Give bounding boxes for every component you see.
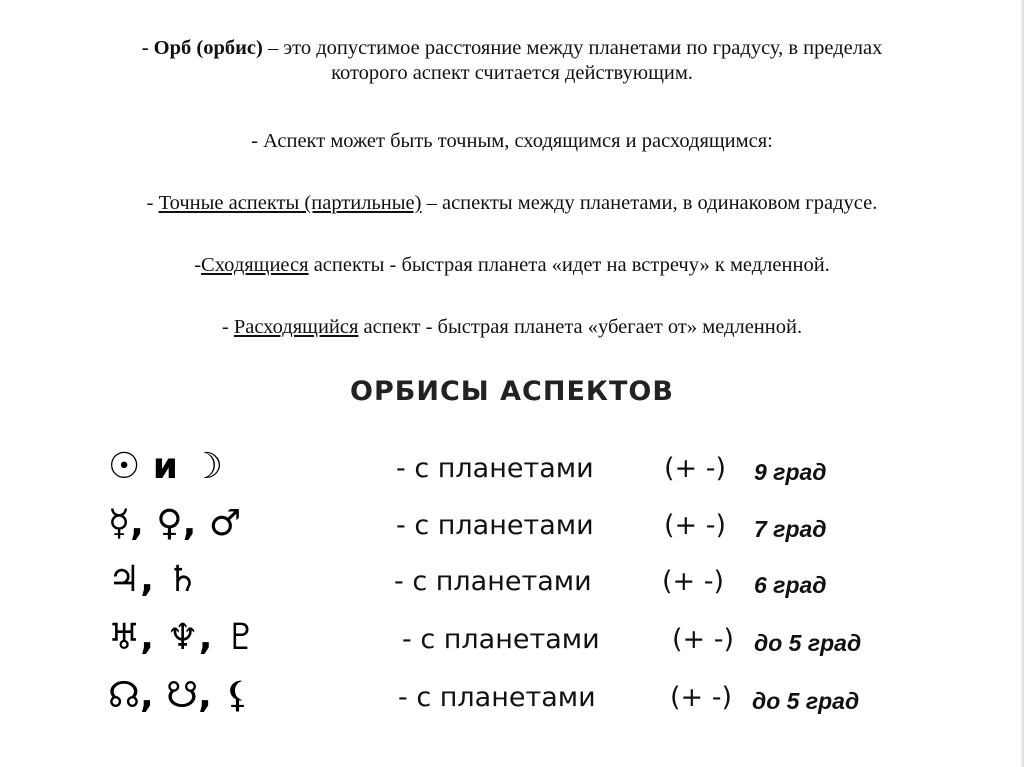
plus-minus: (+ -) — [664, 453, 727, 484]
converging-aspects-text — [40, 253, 984, 278]
diverging-prefix: - — [221, 316, 234, 338]
orb-row-uranus-neptune-pluto — [0, 614, 1024, 670]
orb-definition-line2: которого аспект считается действующим. — [331, 62, 693, 84]
plus-minus: (+ -) — [672, 624, 735, 655]
orb-degrees: 9 град — [754, 459, 827, 485]
plus-minus: (+ -) — [670, 682, 733, 713]
aspect-types-text — [40, 129, 984, 154]
orb-row-mercury-venus-mars — [0, 500, 1024, 556]
uranus-neptune-pluto-symbols-icon: ♅, ♆, ♇ — [108, 617, 258, 658]
exact-aspects-term: Точные аспекты (партильные) — [158, 192, 422, 214]
orb-degrees: 7 град — [754, 516, 827, 542]
converging-aspects-rest: аспекты - быстрая планета «идет на встречу» к медленной. — [308, 254, 830, 276]
orb-definition-line1: – это допустимое расстояние между планетами по градусу, в пределах — [262, 37, 883, 59]
aspect-types-line: - Аспект может быть точным, сходящимся и расходящимся: — [251, 130, 773, 152]
nodes-lilith-symbols-icon: ☊, ☋, ⚸ — [108, 675, 251, 716]
exact-aspects-rest: – аспекты между планетами, в одинаковом градусе. — [421, 192, 878, 214]
converging-aspects-term: Сходящиеся — [201, 254, 309, 276]
orb-term: - Орб (орбис) — [141, 37, 263, 59]
orb-row-nodes-lilith — [0, 672, 1024, 728]
mercury-venus-mars-symbols-icon: ☿, ♀, ♂ — [108, 503, 242, 544]
converging-prefix: - — [194, 254, 202, 276]
exact-prefix: - — [146, 192, 159, 214]
jupiter-saturn-symbols-icon: ♃, ♄ — [108, 559, 199, 600]
orb-definition — [40, 36, 984, 86]
orb-degrees: до 5 град — [754, 630, 862, 656]
diverging-aspect-text — [40, 315, 984, 340]
planets-label: - с планетами — [402, 624, 600, 655]
plus-minus: (+ -) — [662, 566, 725, 597]
plus-minus: (+ -) — [664, 510, 727, 541]
orb-degrees: 6 град — [754, 572, 827, 598]
diverging-aspect-rest: аспект - быстрая планета «убегает от» медленной. — [358, 316, 803, 338]
exact-aspects-text — [40, 191, 984, 216]
sun-moon-symbols-icon: ☉ и ☽ — [108, 446, 223, 487]
orb-row-sun-moon — [0, 443, 1024, 499]
planets-label: - с планетами — [396, 453, 594, 484]
orb-degrees: до 5 град — [752, 688, 860, 714]
planets-label: - с планетами — [398, 682, 596, 713]
orbs-heading: ОРБИСЫ АСПЕКТОВ — [350, 376, 674, 407]
diverging-aspect-term: Расходящийся — [233, 316, 359, 338]
planets-label: - с планетами — [396, 510, 594, 541]
planets-label: - с планетами — [394, 566, 592, 597]
orb-row-jupiter-saturn — [0, 556, 1024, 612]
